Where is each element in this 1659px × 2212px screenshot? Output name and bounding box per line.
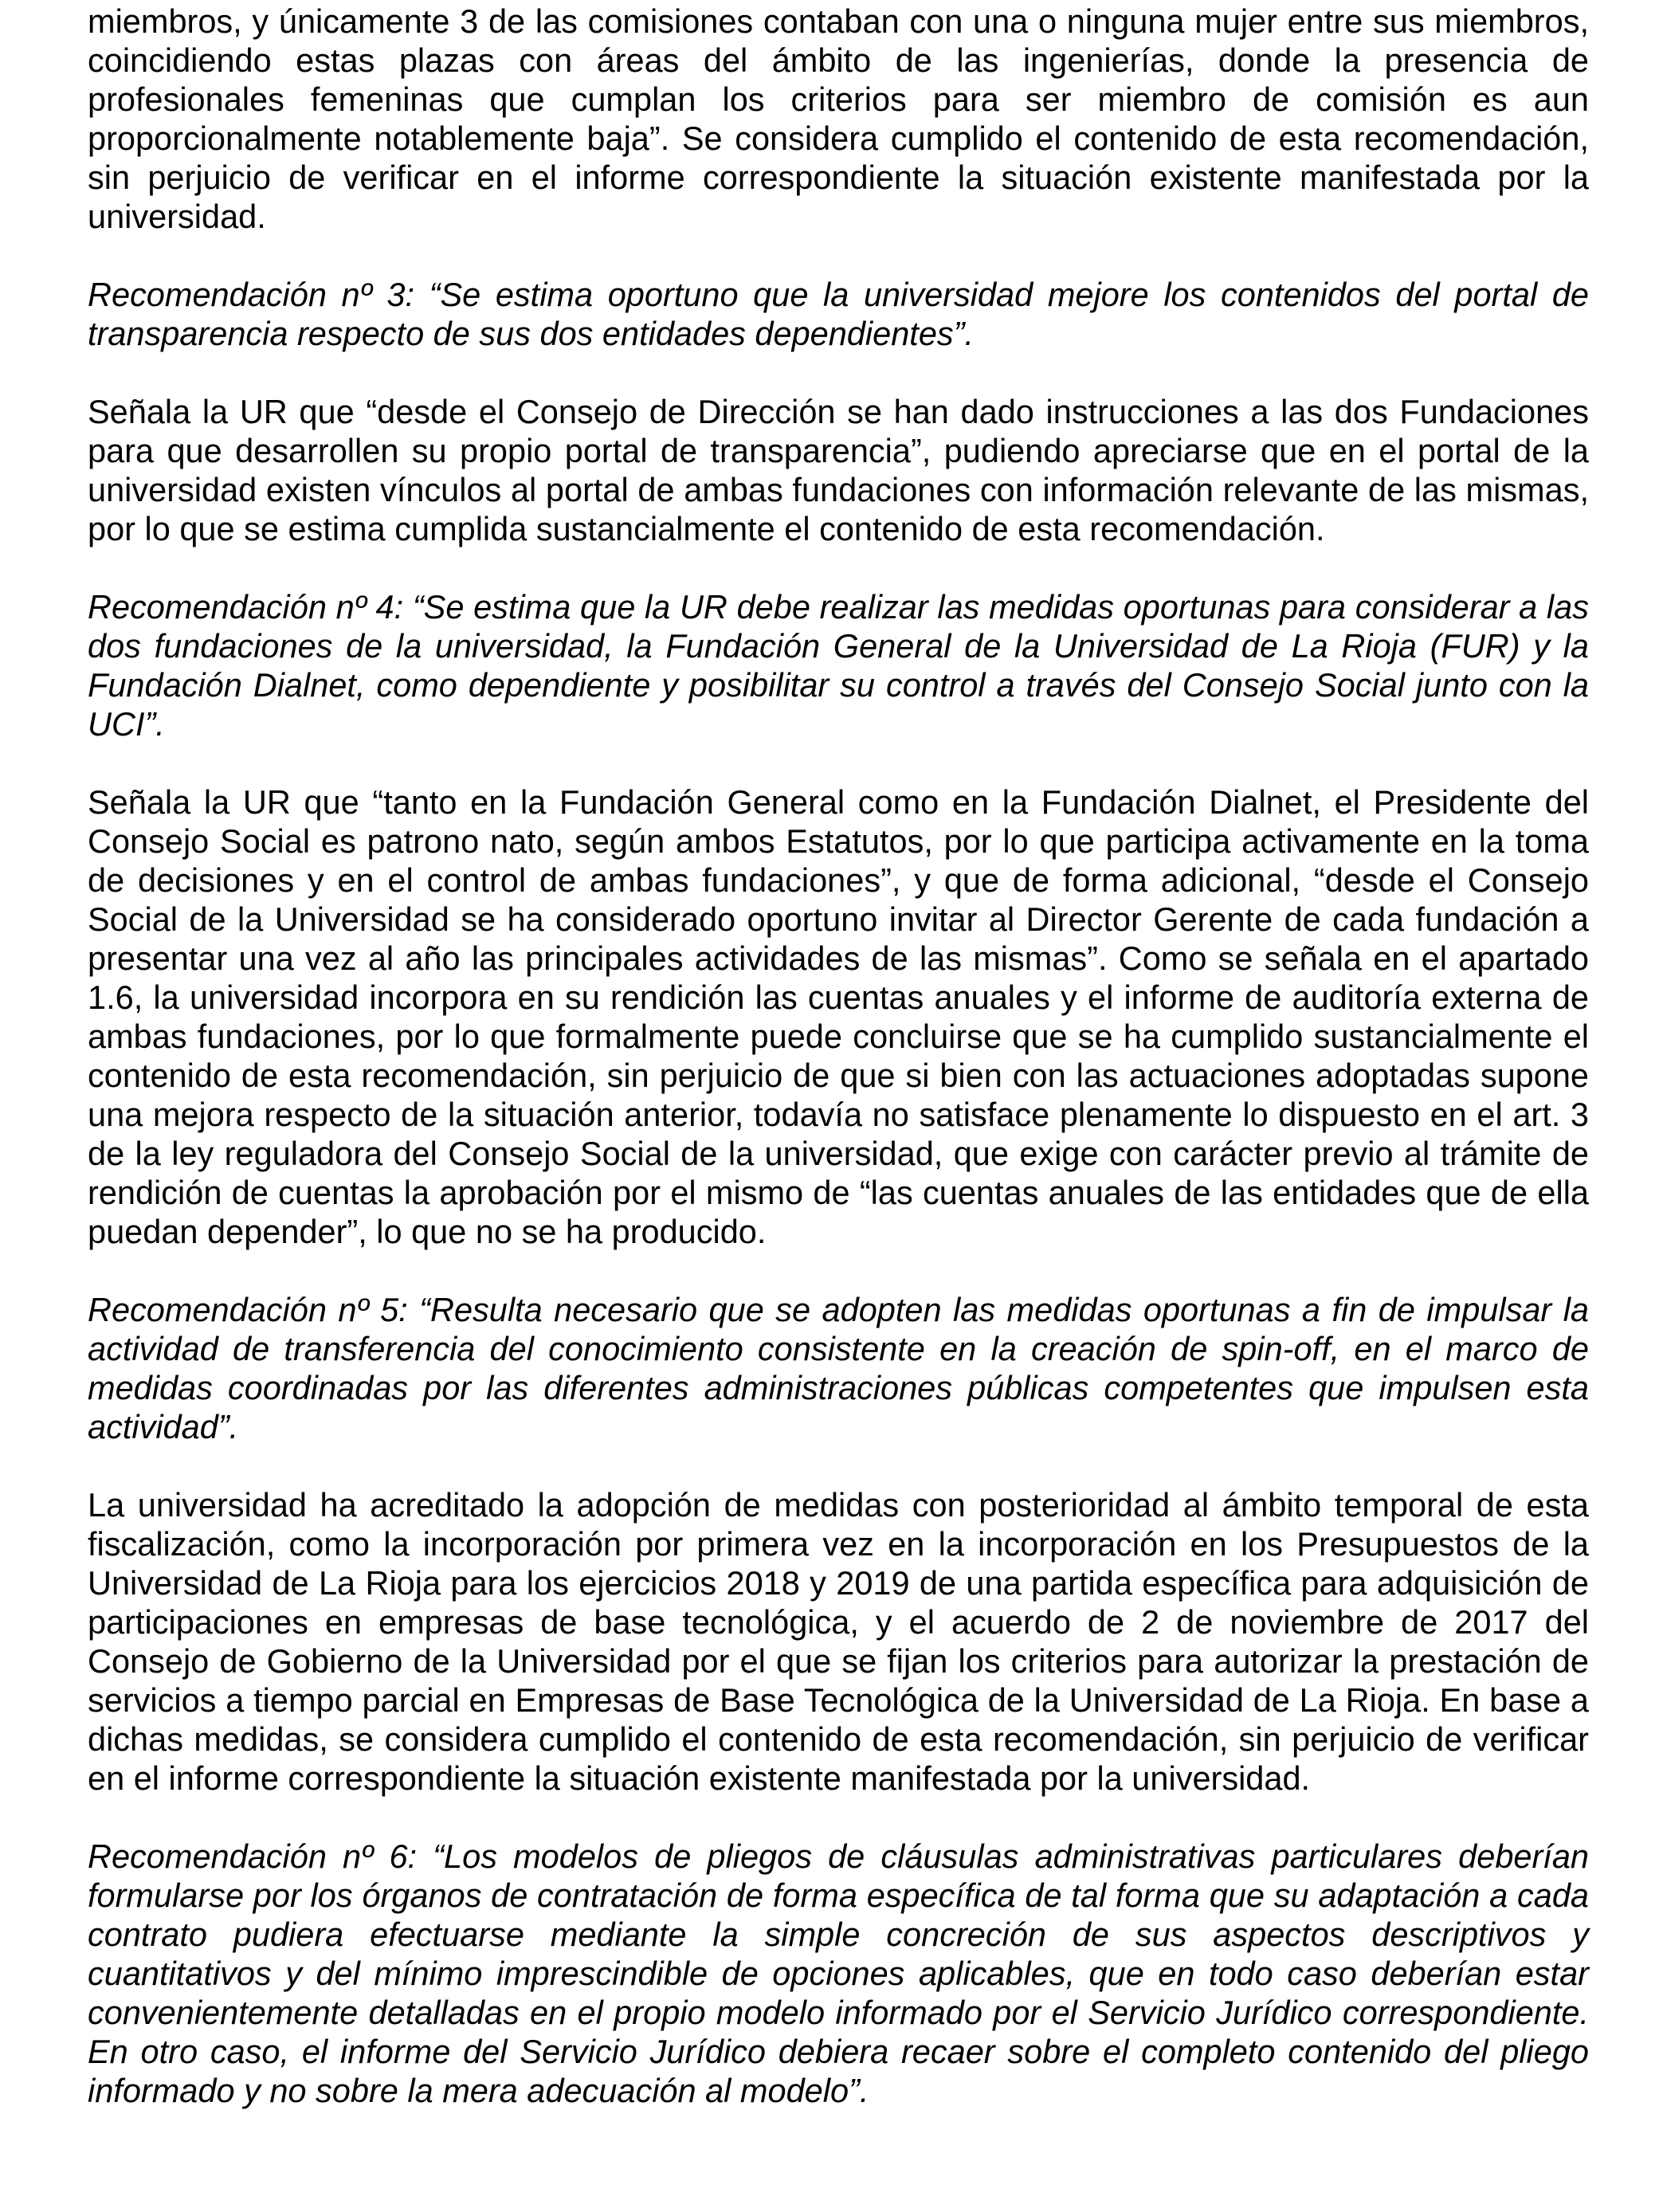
paragraph-response-4: Señala la UR que “tanto en la Fundación General como en la Fundación Dialnet, el Presidente del Consejo Social es patrono nato, según ambos Estatutos, por lo que participa activamente en la toma de decisiones y en el control de ambas fundaciones”, y que de forma adicional, “desde el Consejo Social de la Universidad se ha considerado oportuno invitar al Director Gerente de cada fundación a presentar una vez al año las principales actividades de las mismas”. Como se señala en el apartado 1.6, la universidad incorpora en su rendición las cuentas anuales y el informe de auditoría externa de ambas fundaciones, por lo que formalmente puede concluirse que se ha cumplido sustancialmente el contenido de esta recomendación, sin perjuicio de que si bien con las actuaciones adoptadas supone una mejora respecto de la situación anterior, todavía no satisface plenamente lo dispuesto en el art. 3 de la ley reguladora del Consejo Social de la universidad, que exige con carácter previo al trámite de rendición de cuentas la aprobación por el mismo de “las cuentas anuales de las entidades que de ella puedan depender”, lo que no se ha producido. [88,783,1589,1250]
recommendation-3: Recomendación nº 3: “Se estima oportuno que la universidad mejore los contenidos del portal de transparencia respecto de sus dos entidades dependientes”. [88,276,1589,352]
paragraph-response-3: Señala la UR que “desde el Consejo de Dirección se han dado instrucciones a las dos Fundaciones para que desarrollen su propio portal de transparencia”, pudiendo apreciarse que en el portal de la universidad existen vínculos al portal de ambas fundaciones con información relevante de las mismas, por lo que se estima cumplida sustancialmente el contenido de esta recomendación. [88,393,1589,547]
paragraph-continuation-comisiones: miembros, y únicamente 3 de las comisiones contaban con una o ninguna mujer entre sus miembros, coincidiendo estas plazas con áreas del ámbito de las ingenierías, donde la presencia de profesionales femeninas que cumplan los criterios para ser miembro de comisión es aun proporcionalmente notablemente baja”. Se considera cumplido el contenido de esta recomendación, sin perjuicio de verificar en el informe correspondiente la situación existente manifestada por la universidad. [88,2,1589,235]
recommendation-6: Recomendación nº 6: “Los modelos de pliegos de cláusulas administrativas particulares deberían formularse por los órganos de contratación de forma específica de tal forma que su adaptación a cada contrato pudiera efectuarse mediante la simple concreción de sus aspectos descriptivos y cuantitativos y del mínimo imprescindible de opciones aplicables, que en todo caso deberían estar convenientemente detalladas en el propio modelo informado por el Servicio Jurídico correspondiente. En otro caso, el informe del Servicio Jurídico debiera recaer sobre el completo contenido del pliego informado y no sobre la mera adecuación al modelo”. [88,1837,1589,2109]
document-page [88,0,1589,2149]
paragraph-response-5: La universidad ha acreditado la adopción de medidas con posterioridad al ámbito temporal de esta fiscalización, como la incorporación por primera vez en la incorporación en los Presupuestos de la Universidad de La Rioja para los ejercicios 2018 y 2019 de una partida específica para adquisición de participaciones en empresas de base tecnológica, y el acuerdo de 2 de noviembre de 2017 del Consejo de Gobierno de la Universidad por el que se fijan los criterios para autorizar la prestación de servicios a tiempo parcial en Empresas de Base Tecnológica de la Universidad de La Rioja. En base a dichas medidas, se considera cumplido el contenido de esta recomendación, sin perjuicio de verificar en el informe correspondiente la situación existente manifestada por la universidad. [88,1486,1589,1797]
recommendation-5: Recomendación nº 5: “Resulta necesario que se adopten las medidas oportunas a fin de impulsar la actividad de transferencia del conocimiento consistente en la creación de spin-off, en el marco de medidas coordinadas por las diferentes administraciones públicas competentes que impulsen esta actividad”. [88,1291,1589,1445]
recommendation-4: Recomendación nº 4: “Se estima que la UR debe realizar las medidas oportunas para considerar a las dos fundaciones de la universidad, la Fundación General de la Universidad de La Rioja (FUR) y la Fundación Dialnet, como dependiente y posibilitar su control a través del Consejo Social junto con la UCI”. [88,588,1589,743]
